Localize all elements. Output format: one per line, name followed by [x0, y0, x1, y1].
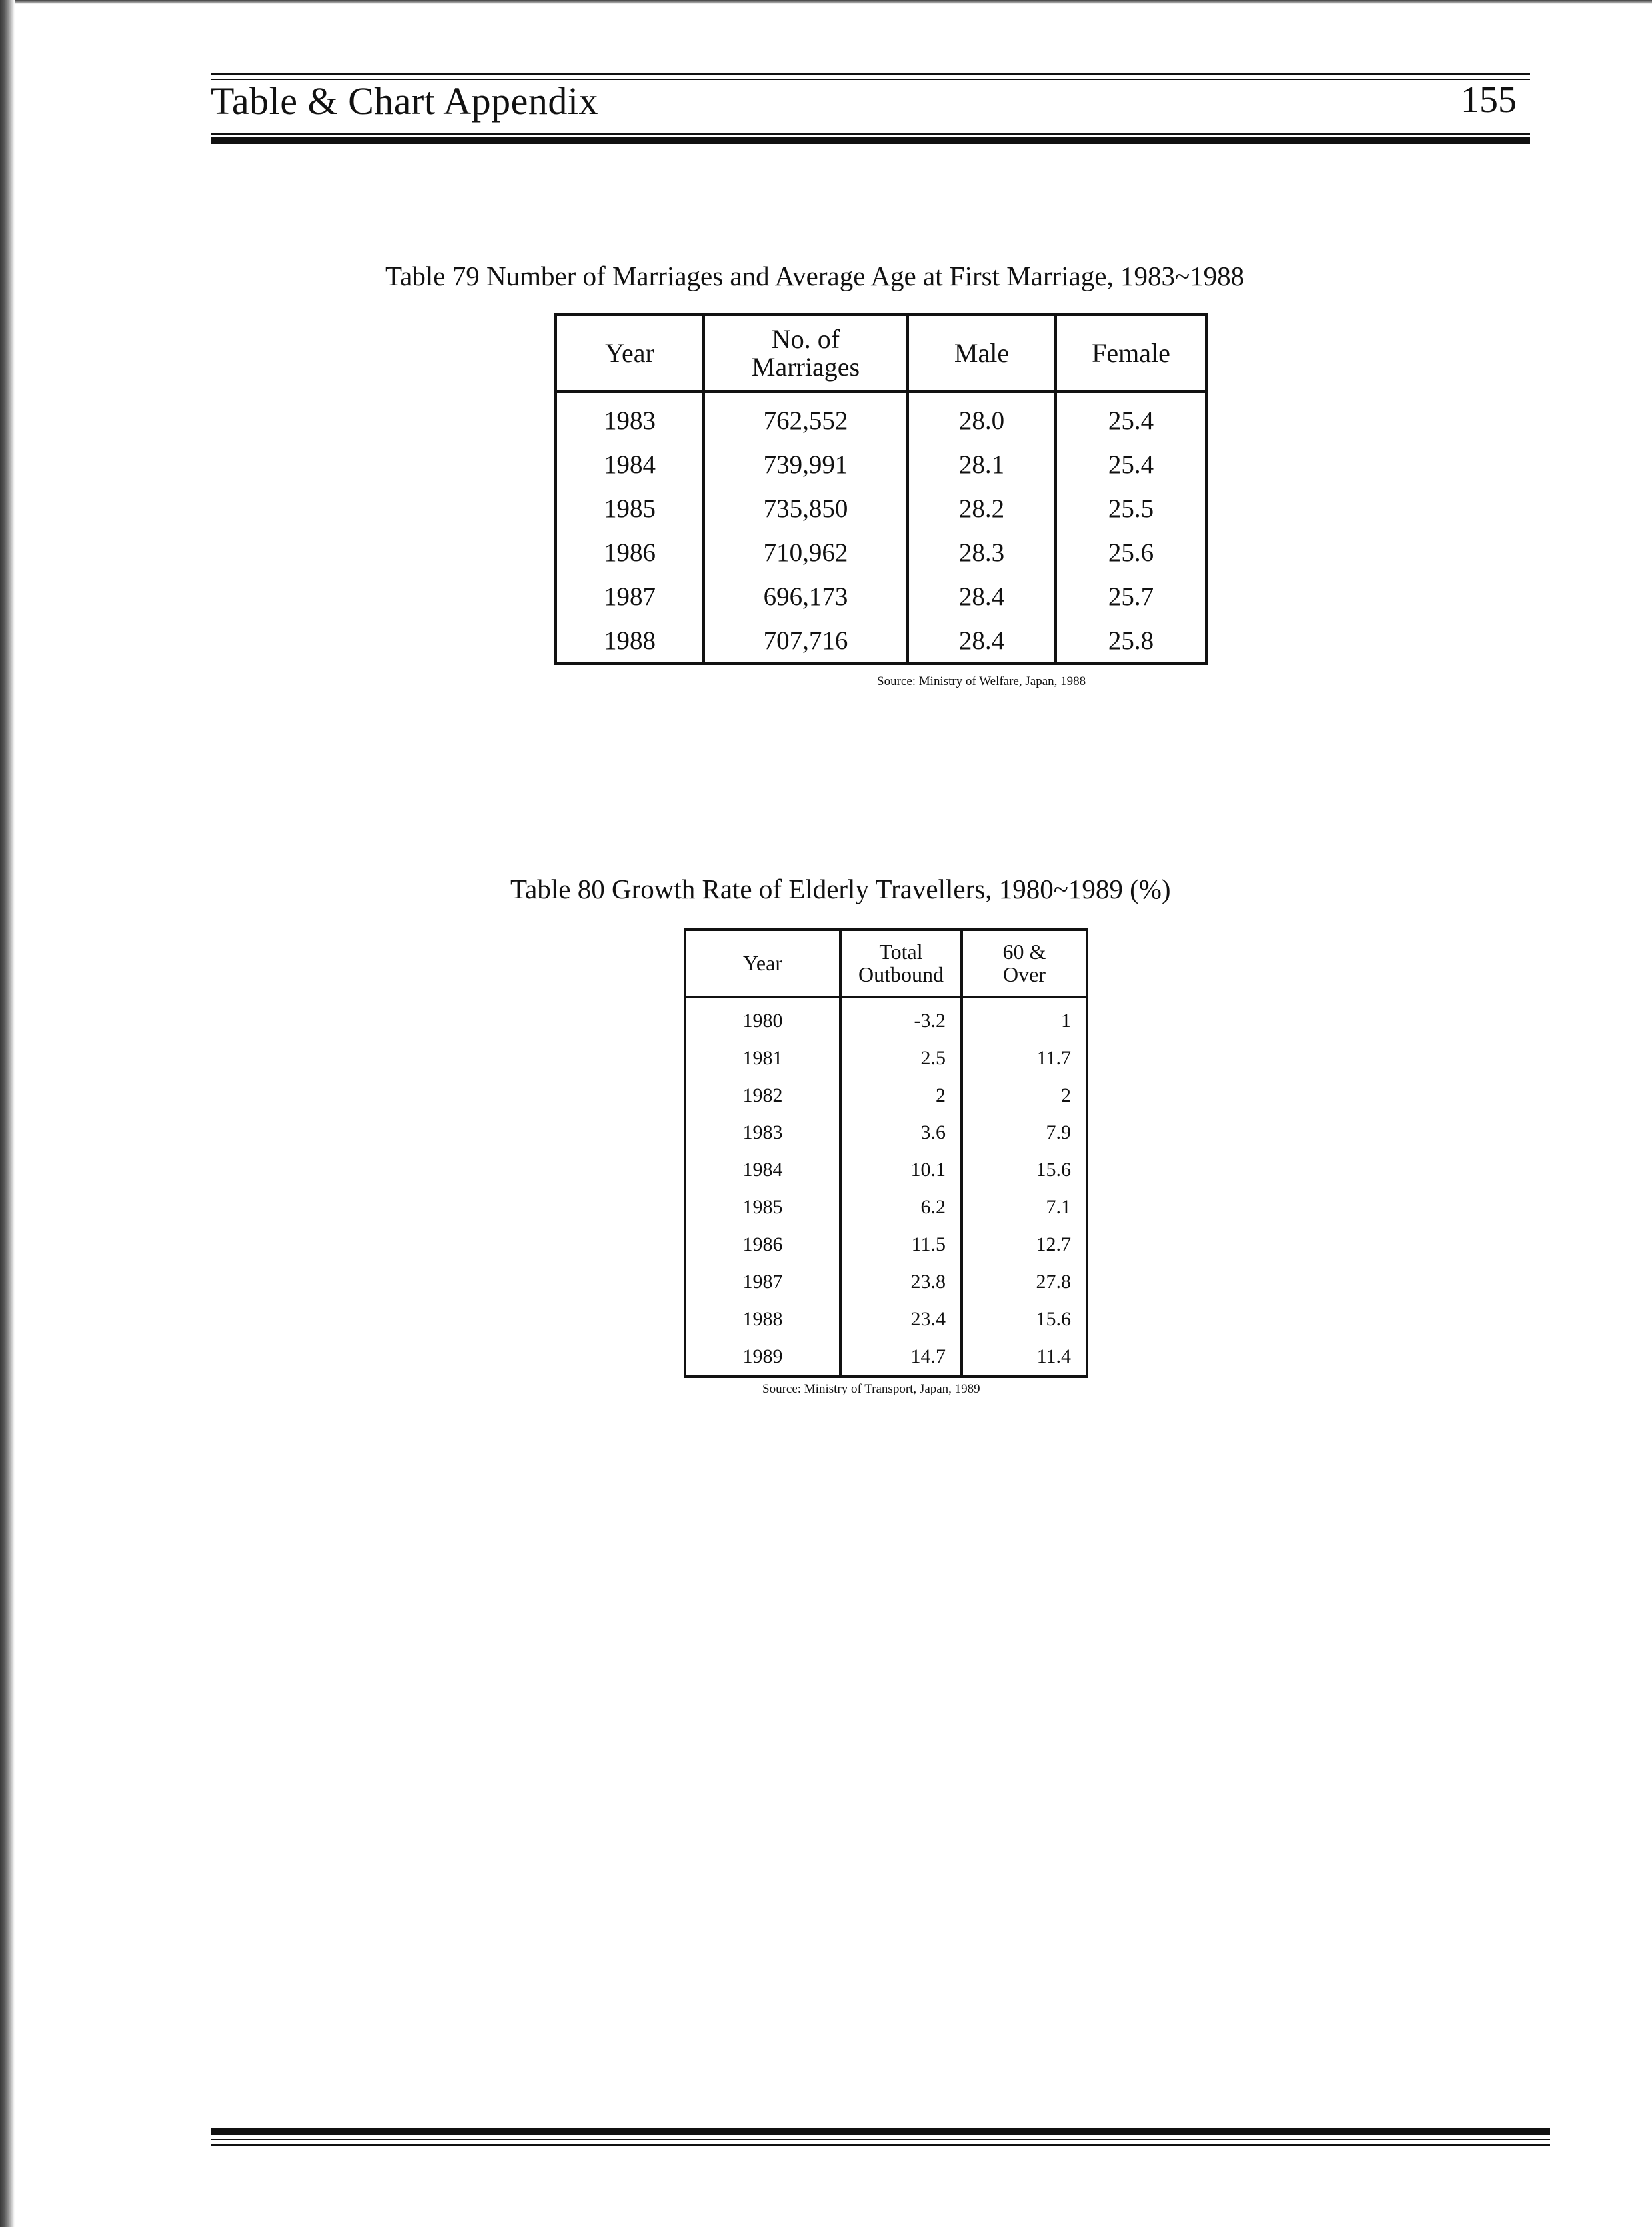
table80-cell-total: 2.5 — [840, 1040, 962, 1077]
table79-cell-male: 28.3 — [908, 530, 1056, 574]
table80-col-total-outbound: Total Outbound — [840, 930, 962, 997]
table80-cell-year: 1988 — [685, 1301, 840, 1338]
table-row — [556, 486, 1206, 530]
table79-cell-female: 25.6 — [1056, 530, 1206, 574]
table80-caption: Table 80 Growth Rate of Elderly Travellers, 1980~1989 (%) — [510, 874, 1171, 904]
table79-caption: Table 79 Number of Marriages and Average Age at First Marriage, 1983~1988 — [385, 261, 1245, 291]
table79-cell-female: 25.7 — [1056, 574, 1206, 618]
header-bottom-rule-thick — [211, 137, 1530, 144]
table80-cell-elderly: 7.1 — [962, 1189, 1087, 1226]
table80-cell-total: 23.8 — [840, 1263, 962, 1301]
footer-rule-thin-2 — [211, 2144, 1550, 2146]
table-row — [685, 1226, 1087, 1263]
table80-col-60-over: 60 & Over — [962, 930, 1087, 997]
table80-cell-total: 14.7 — [840, 1338, 962, 1377]
table79-cell-marriages: 696,173 — [704, 574, 908, 618]
table-row — [685, 1338, 1087, 1377]
table80-cell-year: 1981 — [685, 1040, 840, 1077]
table-row — [685, 1077, 1087, 1114]
table79-cell-year: 1986 — [556, 530, 704, 574]
scan-binding-edge — [0, 0, 15, 2227]
table79-cell-marriages: 710,962 — [704, 530, 908, 574]
table80-cell-year: 1989 — [685, 1338, 840, 1377]
table80-cell-total: 11.5 — [840, 1226, 962, 1263]
table80-cell-year: 1983 — [685, 1114, 840, 1151]
table79-col-male: Male — [908, 315, 1056, 392]
table79-header-row — [556, 315, 1206, 392]
table79-cell-male: 28.0 — [908, 392, 1056, 442]
table79-source: Source: Ministry of Welfare, Japan, 1988 — [877, 674, 1086, 688]
table80-cell-elderly: 11.4 — [962, 1338, 1087, 1377]
table80-cell-elderly: 11.7 — [962, 1040, 1087, 1077]
scan-top-edge — [0, 0, 1652, 4]
footer-rule-thin — [211, 2139, 1550, 2140]
table79-cell-female: 25.4 — [1056, 442, 1206, 486]
table79-cell-marriages: 762,552 — [704, 392, 908, 442]
table-row — [556, 618, 1206, 664]
table79-cell-female: 25.4 — [1056, 392, 1206, 442]
table-row — [685, 1040, 1087, 1077]
table79-col-female: Female — [1056, 315, 1206, 392]
table80-cell-elderly: 15.6 — [962, 1151, 1087, 1189]
table79-cell-female: 25.5 — [1056, 486, 1206, 530]
table80-header-row — [685, 930, 1087, 997]
table80-cell-year: 1985 — [685, 1189, 840, 1226]
table80-cell-total: 10.1 — [840, 1151, 962, 1189]
table79-cell-male: 28.1 — [908, 442, 1056, 486]
table80-cell-year: 1984 — [685, 1151, 840, 1189]
table80-cell-elderly: 1 — [962, 997, 1087, 1040]
table80 — [684, 928, 1088, 1378]
table-row — [685, 997, 1087, 1040]
table80-cell-year: 1982 — [685, 1077, 840, 1114]
table80-cell-elderly: 27.8 — [962, 1263, 1087, 1301]
table-row — [556, 530, 1206, 574]
table80-cell-total: 3.6 — [840, 1114, 962, 1151]
table-row — [685, 1263, 1087, 1301]
table79 — [554, 313, 1208, 665]
table80-cell-year: 1980 — [685, 997, 840, 1040]
table79-cell-year: 1987 — [556, 574, 704, 618]
table80-cell-total: 23.4 — [840, 1301, 962, 1338]
table79-col-year: Year — [556, 315, 704, 392]
table-row — [556, 574, 1206, 618]
table-row — [556, 442, 1206, 486]
table80-cell-year: 1986 — [685, 1226, 840, 1263]
table80-cell-year: 1987 — [685, 1263, 840, 1301]
table79-cell-marriages: 739,991 — [704, 442, 908, 486]
table-row — [685, 1114, 1087, 1151]
table79-cell-year: 1988 — [556, 618, 704, 664]
table79-col-marriages: No. of Marriages — [704, 315, 908, 392]
table80-cell-elderly: 7.9 — [962, 1114, 1087, 1151]
table80-cell-total: -3.2 — [840, 997, 962, 1040]
table79-cell-male: 28.4 — [908, 618, 1056, 664]
page-number: 155 — [1461, 79, 1517, 121]
table80-col-year: Year — [685, 930, 840, 997]
table79-cell-year: 1983 — [556, 392, 704, 442]
table-row — [685, 1189, 1087, 1226]
table79-cell-male: 28.2 — [908, 486, 1056, 530]
table80-cell-total: 6.2 — [840, 1189, 962, 1226]
footer-rule-thick — [211, 2128, 1550, 2135]
header-top-rule-thin — [211, 73, 1530, 75]
header-bottom-rule-thin — [211, 133, 1530, 135]
table-row — [685, 1301, 1087, 1338]
table80-source: Source: Ministry of Transport, Japan, 1989 — [762, 1382, 980, 1396]
table79-cell-year: 1984 — [556, 442, 704, 486]
table79-cell-marriages: 707,716 — [704, 618, 908, 664]
table79-cell-male: 28.4 — [908, 574, 1056, 618]
table80-cell-elderly: 12.7 — [962, 1226, 1087, 1263]
table80-cell-elderly: 15.6 — [962, 1301, 1087, 1338]
table80-cell-total: 2 — [840, 1077, 962, 1114]
table-row — [685, 1151, 1087, 1189]
table-row — [556, 392, 1206, 442]
table80-cell-elderly: 2 — [962, 1077, 1087, 1114]
table79-cell-female: 25.8 — [1056, 618, 1206, 664]
table79-cell-marriages: 735,850 — [704, 486, 908, 530]
table79-cell-year: 1985 — [556, 486, 704, 530]
running-head: Table & Chart Appendix — [211, 79, 598, 123]
